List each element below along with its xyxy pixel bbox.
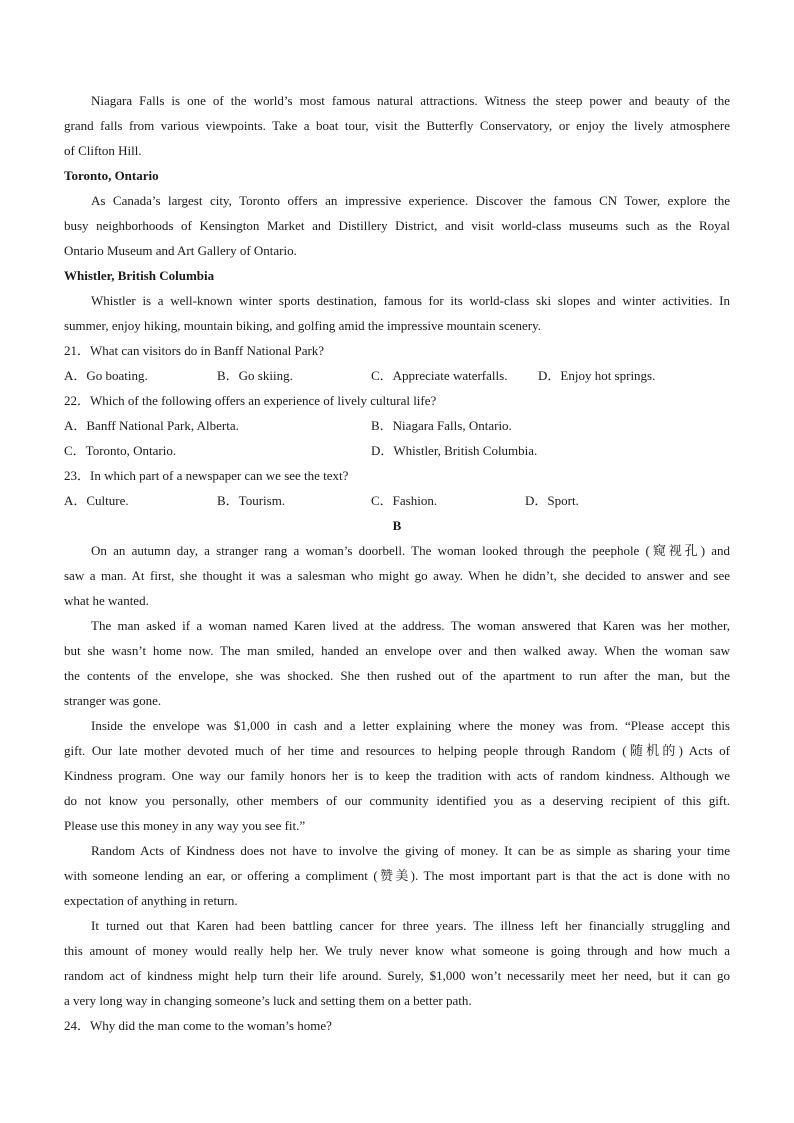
whistler-paragraph-line: Whistler is a well-known winter sports destination, famous for its world-class ski slopes and winter activities. In <box>91 293 730 308</box>
passage-b-line: with someone lending an ear, or offering a compliment (赞美). The most important part is that the act is done with no <box>64 868 730 883</box>
toronto-paragraph-line: busy neighborhoods of Kensington Market and Distillery District, and visit world-class museums such as the Royal <box>64 218 730 233</box>
passage-b-line: do not know you personally, other members of our community identified you as a deserving recipient of this gift. <box>64 793 730 808</box>
option-b: B．Niagara Falls, Ontario. <box>371 418 512 433</box>
niagara-paragraph-line: Niagara Falls is one of the world’s most famous natural attractions. Witness the steep power and beauty of the <box>91 93 730 108</box>
passage-b-line: It turned out that Karen had been battling cancer for three years. The illness left her financially struggling and <box>91 918 730 933</box>
niagara-paragraph-line: of Clifton Hill. <box>64 143 142 158</box>
question-23-options <box>64 488 730 513</box>
option-b: B．Tourism. <box>217 493 286 508</box>
question-21-stem: 21．What can visitors do in Banff National Park? <box>64 343 325 358</box>
question-21-options <box>64 363 730 388</box>
passage-b-line: saw a man. At first, she thought it was a salesman who might go away. When he didn’t, she decided to answer and see <box>64 568 730 583</box>
passage-b-line: what he wanted. <box>64 593 149 608</box>
option-d: D．Enjoy hot springs. <box>538 368 656 383</box>
question-22-options-row1 <box>64 413 730 438</box>
passage-b-line: Please use this money in any way you see fit.” <box>64 818 306 833</box>
passage-b-line: The man asked if a woman named Karen lived at the address. The woman answered that Karen was her mother, <box>91 618 730 633</box>
option-b: B．Go skiing. <box>217 368 293 383</box>
whistler-heading: Whistler, British Columbia <box>64 268 215 283</box>
page-content <box>64 88 730 1038</box>
niagara-paragraph-line: grand falls from various viewpoints. Take a boat tour, visit the Butterfly Conservatory, or enjoy the lively atmosphere <box>64 118 730 133</box>
passage-b-line: Inside the envelope was $1,000 in cash and a letter explaining where the money was from. “Please accept this <box>91 718 730 733</box>
option-a: A．Go boating. <box>64 368 148 383</box>
passage-b-line: Kindness program. One way our family honors her is to keep the tradition with acts of random kindness. Although we <box>64 768 730 783</box>
passage-b-line: the contents of the envelope, she was shocked. She then rushed out of the apartment to run after the man, but the <box>64 668 730 683</box>
passage-b-line: a very long way in changing someone’s luck and setting them on a better path. <box>64 993 472 1008</box>
question-22-options-row2 <box>64 438 730 463</box>
option-c: C．Toronto, Ontario. <box>64 443 177 458</box>
passage-b-line: On an autumn day, a stranger rang a woman’s doorbell. The woman looked through the peephole (窥视孔) and <box>91 543 730 558</box>
toronto-paragraph-line: As Canada’s largest city, Toronto offers an impressive experience. Discover the famous CN Tower, explore the <box>91 193 730 208</box>
option-c: C．Fashion. <box>371 493 438 508</box>
passage-b-line: expectation of anything in return. <box>64 893 238 908</box>
whistler-paragraph-line: summer, enjoy hiking, mountain biking, and golfing amid the impressive mountain scenery. <box>64 318 542 333</box>
option-c: C．Appreciate waterfalls. <box>371 368 508 383</box>
passage-b-line: this amount of money would really help her. We truly never know what someone is going through and how much a <box>64 943 730 958</box>
option-d: D．Sport. <box>525 493 579 508</box>
passage-b-line: Random Acts of Kindness does not have to involve the giving of money. It can be as simple as sharing your time <box>91 843 730 858</box>
question-24-stem: 24．Why did the man come to the woman’s home? <box>64 1018 332 1033</box>
section-b-heading: B <box>392 518 402 533</box>
question-22-stem: 22．Which of the following offers an experience of lively cultural life? <box>64 393 437 408</box>
passage-b-line: stranger was gone. <box>64 693 162 708</box>
option-d: D．Whistler, British Columbia. <box>371 443 538 458</box>
toronto-heading: Toronto, Ontario <box>64 168 159 183</box>
passage-b-line: but she wasn’t home now. The man smiled, handed an envelope over and then walked away. When the woman saw <box>64 643 730 658</box>
passage-b-line: gift. Our late mother devoted much of her time and resources to helping people through Random (随机的) Acts of <box>64 743 730 758</box>
question-23-stem: 23．In which part of a newspaper can we see the text? <box>64 468 349 483</box>
option-a: A．Banff National Park, Alberta. <box>64 418 239 433</box>
passage-b-line: random act of kindness might help turn their life around. Surely, $1,000 won’t necessarily meet her need, but it can go <box>64 968 730 983</box>
option-a: A．Culture. <box>64 493 129 508</box>
toronto-paragraph-line: Ontario Museum and Art Gallery of Ontario. <box>64 243 297 258</box>
